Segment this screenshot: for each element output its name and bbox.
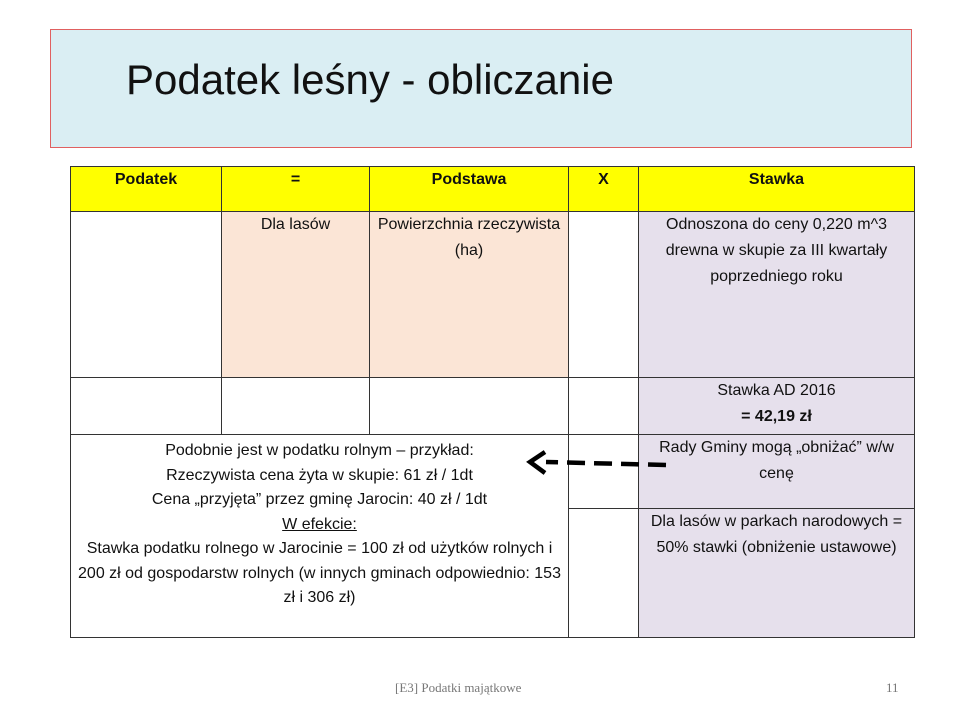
stawka-value: = 42,19 zł [741, 408, 812, 425]
table-row [71, 435, 915, 509]
empty-cell [370, 378, 569, 435]
example-line: Cena „przyjęta” przez gminę Jarocin: 40 zł / 1dt [151, 491, 488, 508]
example-cell [71, 435, 569, 638]
example-line: Rzeczywista cena żyta w skupie: 61 zł / 1dt [166, 466, 473, 484]
tax-table [70, 166, 915, 638]
stawka-year-label: Stawka AD 2016 [717, 382, 836, 399]
cell-stawka-2016 [639, 378, 915, 435]
cell-odnoszona: Odnoszona do ceny 0,220 m^3 drewna w skupie za III kwartały poprzedniego roku [639, 212, 915, 378]
empty-cell [71, 378, 222, 435]
empty-cell [569, 212, 639, 378]
slide-title: Podatek leśny - obliczanie [126, 56, 614, 103]
cell-parki-narodowe: Dla lasów w parkach narodowych = 50% stawki (obniżenie ustawowe) [639, 509, 915, 638]
table-row [71, 378, 915, 435]
header-equals: = [222, 167, 370, 212]
header-stawka: Stawka [639, 167, 915, 212]
header-x: X [569, 167, 639, 212]
table-row [71, 212, 915, 378]
dashed-arrow-left-icon [524, 449, 669, 479]
example-line: Stawka podatku rolnego w Jarocinie = 100 zł od użytków rolnych i 200 zł od gospodarstw rolnych (w innych gminach odpowiednio: 153 zł i 306 zł) [78, 540, 561, 606]
example-effect-label: W efekcie: [282, 515, 357, 533]
empty-cell [71, 212, 222, 378]
empty-cell [222, 378, 370, 435]
cell-dla-lasow: Dla lasów [222, 212, 370, 378]
header-row [71, 167, 915, 212]
empty-cell [569, 378, 639, 435]
empty-cell [569, 509, 639, 638]
cell-powierzchnia: Powierzchnia rzeczywista (ha) [370, 212, 569, 378]
footer-course-label: [E3] Podatki majątkowe [395, 680, 522, 695]
example-line: Podobnie jest w podatku rolnym – przykład: [165, 442, 474, 459]
page-number: 11 [886, 680, 899, 695]
cell-rady-gminy: Rady Gminy mogą „obniżać” w/w cenę [639, 435, 915, 509]
header-podstawa: Podstawa [370, 167, 569, 212]
header-podatek: Podatek [71, 167, 222, 212]
